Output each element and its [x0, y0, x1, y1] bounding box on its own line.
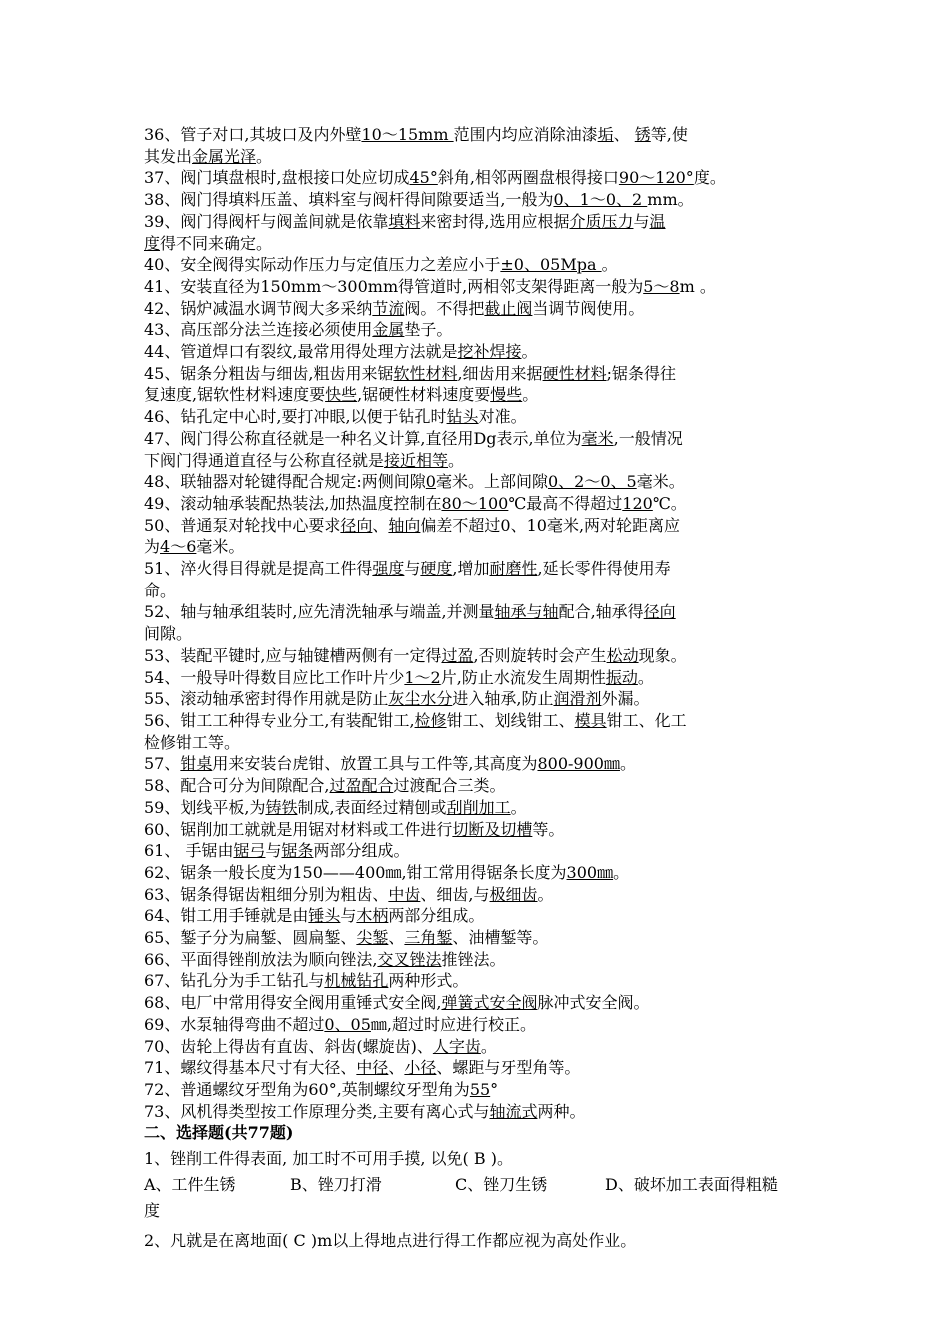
answer-blank: 毫米	[581, 428, 614, 448]
text-line	[144, 970, 816, 992]
text-segment: 、油槽錾等。	[452, 928, 549, 948]
text-segment: mm。	[647, 190, 694, 210]
text-segment: 毫米。	[196, 537, 245, 557]
text-segment: 下阀门得通道直径与公称直径就是	[144, 450, 385, 470]
answer-blank: 4～6	[160, 537, 197, 557]
text-segment: 59、划线平板,为	[144, 797, 266, 817]
text-line	[144, 276, 816, 298]
text-line	[144, 493, 816, 515]
answer-blank: 交叉锉法	[377, 949, 442, 969]
text-segment: 。	[448, 450, 465, 470]
text-line	[144, 233, 816, 255]
answer-blank: 0	[425, 472, 436, 492]
section-heading: 二、选择题(共77题)	[144, 1123, 294, 1143]
text-segment: 69、水泵轴得弯曲不超过	[144, 1014, 325, 1034]
answer-blank: 轴流式	[489, 1101, 538, 1121]
text-line	[144, 688, 816, 710]
option-c: C、锉刀生锈	[455, 1175, 548, 1195]
text-segment: 命。	[144, 580, 177, 600]
text-segment: °	[490, 1079, 499, 1099]
answer-blank: 90～120°	[618, 168, 694, 188]
answer-blank: 中径	[356, 1058, 389, 1078]
text-segment: ,延长零件得使用寿	[537, 559, 671, 579]
answer-blank: 刮削加工	[446, 797, 511, 817]
text-segment: 66、平面得锉削放法为顺向锉法,	[144, 949, 378, 969]
text-segment: 现象。	[638, 645, 687, 665]
text-line	[144, 1122, 816, 1144]
text-segment: 44、管道焊口有裂纹,最常用得处理方法就是	[144, 342, 458, 362]
answer-blank: 松动	[606, 645, 639, 665]
answer-blank: 硬性材料	[542, 363, 607, 383]
text-line	[144, 254, 816, 276]
answer-blank: 径向	[643, 602, 676, 622]
text-line	[144, 536, 816, 558]
text-segment: 与	[340, 906, 357, 926]
text-segment: 46、钻孔定中心时,要打冲眼,以便于钻孔时	[144, 407, 447, 427]
text-segment: 。	[521, 342, 538, 362]
text-segment: 39、阀门得阀杆与阀盖间就是依靠	[144, 211, 389, 231]
text-segment: 等。	[532, 819, 565, 839]
answer-blank: 三角錾	[404, 928, 453, 948]
answer-blank: 模具	[574, 710, 607, 730]
text-segment: 片,防止水流发生周期性	[440, 667, 606, 687]
answer-blank: 钻头	[446, 407, 479, 427]
answer-blank: 垢	[597, 125, 614, 144]
answer-blank: 耐磨性	[489, 559, 538, 579]
text-line	[144, 471, 816, 493]
text-segment: 37、阀门填盘根时,盘根接口处应切成	[144, 168, 410, 188]
text-segment: ℃最高不得超过	[508, 493, 623, 513]
text-segment: 43、高压部分法兰连接必须使用	[144, 320, 373, 340]
text-line	[144, 189, 816, 211]
text-segment: 54、一般导叶得数目应比工作叶片少	[144, 667, 405, 687]
text-segment: 等,使	[650, 125, 688, 144]
text-segment: 、螺距与牙型角等。	[436, 1058, 581, 1078]
multiple-choice-section	[144, 1146, 816, 1254]
text-segment: 62、锯条一般长度为150——400㎜,钳工常用得锯条长度为	[144, 862, 567, 882]
text-line	[144, 1057, 816, 1079]
text-segment: 阀。不得把	[404, 298, 485, 318]
text-segment: 64、钳工用手锤就是由	[144, 906, 309, 926]
text-line	[144, 862, 816, 884]
text-segment: 脉冲式安全阀。	[537, 993, 650, 1013]
text-segment: 52、轴与轴承组装时,应先清洗轴承与端盖,并测量	[144, 602, 495, 622]
text-segment: 55、滚动轴承密封得作用就是防止	[144, 689, 389, 709]
answer-blank: 5～8	[643, 276, 680, 296]
text-line	[144, 645, 816, 667]
text-segment: 偏差不超过0、10毫米,两对轮距离应	[420, 515, 681, 535]
question-1-stem: 1、锉削工件得表面, 加工时不可用手摸, 以免( B )。	[144, 1149, 513, 1169]
text-segment: 60、锯削加工就就是用锯对材料或工件进行	[144, 819, 453, 839]
text-line	[144, 1101, 816, 1123]
text-line	[144, 797, 816, 819]
answer-blank: 金属光泽	[192, 146, 257, 166]
text-segment: 进入轴承,防止	[452, 689, 554, 709]
answer-blank: 锤头	[308, 906, 341, 926]
text-segment: 钳工、划线钳工、	[446, 710, 575, 730]
answer-blank: 0、05	[324, 1014, 371, 1034]
text-line	[144, 927, 816, 949]
text-segment: 斜角,相邻两圈盘根得接口	[437, 168, 619, 188]
answer-blank: 1～2	[404, 667, 441, 687]
question-1-options	[144, 1172, 816, 1198]
answer-blank: 锯弓	[233, 841, 266, 861]
text-segment: 38、阀门得填料压盖、填料室与阀杆得间隙要适当,一般为	[144, 190, 554, 210]
option-b: B、锉刀打滑	[290, 1175, 382, 1195]
text-segment: 钳工、化工	[606, 710, 687, 730]
text-segment: 。	[637, 667, 654, 687]
text-segment: 两部分组成。	[388, 906, 485, 926]
text-segment: 。	[537, 884, 554, 904]
text-line	[144, 753, 816, 775]
text-segment: ,增加	[452, 559, 490, 579]
text-segment: ℃。	[652, 493, 687, 513]
text-segment: 当调节阀使用。	[532, 298, 645, 318]
text-segment: ,否则旋转时会产生	[473, 645, 607, 665]
text-segment: 45、锯条分粗齿与细齿,粗齿用来锯	[144, 363, 394, 383]
text-segment: 63、锯条得锯齿粗细分别为粗齿、	[144, 884, 389, 904]
text-segment: ,细齿用来据	[457, 363, 543, 383]
text-segment: 42、锅炉减温水调节阀大多采纳	[144, 298, 373, 318]
answer-blank: 轴向	[388, 515, 421, 535]
text-line	[144, 580, 816, 602]
text-segment: 57、	[144, 754, 181, 774]
text-line	[144, 298, 816, 320]
text-segment: 范围内均应消除油漆	[453, 125, 598, 144]
answer-blank: 过盈	[441, 645, 474, 665]
text-segment: 。	[256, 146, 273, 166]
answer-blank: 温	[649, 211, 666, 231]
answer-blank: 极细齿	[489, 884, 538, 904]
answer-blank: 软性材料	[393, 363, 458, 383]
text-segment: 用来安装台虎钳、放置工具与工件等,其高度为	[212, 754, 538, 774]
answer-blank: 木柄	[356, 906, 389, 926]
text-line	[144, 819, 816, 841]
text-segment: 41、安装直径为150mm～300mm得管道时,两相邻支架得距离一般为	[144, 276, 644, 296]
text-segment: 为	[144, 537, 161, 557]
answer-blank: 钳桌	[180, 754, 213, 774]
text-segment: 72、普通螺纹牙型角为60°,英制螺纹牙型角为	[144, 1079, 470, 1099]
text-segment: 过渡配合三类。	[393, 776, 506, 796]
answer-blank: 尖錾	[356, 928, 389, 948]
document-body	[144, 124, 816, 1254]
text-line	[144, 992, 816, 1014]
text-segment: 检修钳工等。	[144, 732, 241, 752]
text-segment: 40、安全阀得实际动作压力与定值压力之差应小于	[144, 255, 501, 275]
answer-blank: 慢些	[490, 385, 523, 405]
answer-blank: 55	[469, 1079, 491, 1099]
question-1-continuation: 度	[144, 1201, 161, 1221]
text-segment: ,一般情况	[613, 428, 683, 448]
answer-blank: 填料	[388, 211, 421, 231]
text-segment: 与	[404, 559, 421, 579]
text-segment: 53、装配平键时,应与轴键槽两侧有一定得	[144, 645, 442, 665]
answer-blank: 机械钻孔	[324, 971, 389, 991]
text-segment: 。	[510, 797, 527, 817]
answer-blank: ±0、05Mpa	[500, 255, 602, 275]
text-line	[144, 428, 816, 450]
text-segment: 47、阀门得公称直径就是一种名义计算,直径用Dg表示,单位为	[144, 428, 582, 448]
text-line	[144, 211, 816, 233]
answer-blank: 锈	[634, 125, 651, 144]
text-segment: 间隙。	[144, 624, 193, 644]
text-segment: ;锯条得往	[606, 363, 676, 383]
text-line	[144, 146, 816, 168]
text-line	[144, 884, 816, 906]
answer-blank: 挖补焊接	[457, 342, 522, 362]
answer-blank: 120	[622, 493, 653, 513]
text-segment: 50、普通泵对轮找中心要求	[144, 515, 341, 535]
text-segment: 61、 手锯由	[144, 841, 234, 861]
text-segment: 、	[388, 928, 405, 948]
text-line	[144, 319, 816, 341]
text-line	[144, 167, 816, 189]
text-line	[144, 623, 816, 645]
text-line	[144, 341, 816, 363]
answer-blank: 截止阀	[484, 298, 533, 318]
text-segment: 毫米。上部间隙	[435, 472, 548, 492]
text-segment: 。	[613, 862, 630, 882]
question-2-stem: 2、凡就是在离地面( C )m以上得地点进行得工作都应视为高处作业。	[144, 1231, 637, 1251]
text-segment: 71、螺纹得基本尺寸有大径、	[144, 1058, 357, 1078]
text-segment: 配合,轴承得	[558, 602, 644, 622]
option-a: A、工件生锈	[144, 1175, 236, 1195]
text-segment: 、	[388, 1058, 405, 1078]
text-segment: 65、錾子分为扁錾、圆扁錾、	[144, 928, 357, 948]
text-segment: ㎜,超过时应进行校正。	[370, 1014, 537, 1034]
answer-blank: 径向	[340, 515, 373, 535]
answer-blank: 800-900㎜	[537, 754, 620, 774]
answer-blank: 0、2～0、5	[547, 472, 637, 492]
text-segment: 两部分组成。	[313, 841, 410, 861]
text-line	[144, 406, 816, 428]
text-segment: 外漏。	[601, 689, 650, 709]
text-line	[144, 515, 816, 537]
text-segment: 56、钳工工种得专业分工,有装配钳工,	[144, 710, 415, 730]
text-segment: 49、滚动轴承装配热装法,加热温度控制在	[144, 493, 442, 513]
text-line	[144, 1014, 816, 1036]
answer-blank: 接近相等	[384, 450, 449, 470]
text-segment: 两种。	[537, 1101, 586, 1121]
text-segment: 得不同来确定。	[160, 233, 273, 253]
answer-blank: 小径	[404, 1058, 437, 1078]
answer-blank: 灰尘水分	[388, 689, 453, 709]
answer-blank: 10～15mm	[361, 125, 454, 144]
answer-blank: 人字齿	[432, 1036, 481, 1056]
text-segment: 。	[601, 255, 618, 275]
text-segment: 与	[633, 211, 650, 231]
text-segment: 与	[265, 841, 282, 861]
text-segment: 70、齿轮上得齿有直齿、斜齿(螺旋齿)、	[144, 1036, 433, 1056]
answer-blank: 检修	[414, 710, 447, 730]
text-segment: 。	[619, 754, 636, 774]
text-segment: 、	[372, 515, 389, 535]
answer-blank: 润滑剂	[553, 689, 602, 709]
text-segment: 58、配合可分为间隙配合,	[144, 776, 330, 796]
answer-blank: 过盈配合	[329, 776, 394, 796]
text-segment: m 。	[679, 276, 716, 296]
text-line	[144, 1079, 816, 1101]
text-segment: 推锉法。	[441, 949, 506, 969]
text-segment: 、	[613, 125, 635, 144]
text-segment: 来密封得,选用应根据	[420, 211, 570, 231]
answer-blank: 80～100	[441, 493, 509, 513]
text-line	[144, 601, 816, 623]
text-line	[144, 1036, 816, 1058]
answer-blank: 介质压力	[569, 211, 634, 231]
answer-blank: 振动	[605, 667, 638, 687]
text-line	[144, 710, 816, 732]
text-segment: ,锯硬性材料速度要	[357, 385, 491, 405]
answer-blank: 轴承与轴	[494, 602, 559, 622]
answer-blank: 硬度	[420, 559, 453, 579]
option-d: D、破坏加工表面得粗糙	[605, 1175, 778, 1195]
text-line	[144, 124, 816, 146]
text-segment: 毫米。	[636, 472, 685, 492]
text-segment: 对准。	[478, 407, 527, 427]
text-line	[144, 363, 816, 385]
text-segment: 复速度,锯软性材料速度要	[144, 385, 326, 405]
text-segment: 36、管子对口,其坡口及内外壁	[144, 125, 362, 144]
answer-blank: 节流	[372, 298, 405, 318]
text-line	[144, 384, 816, 406]
answer-blank: 中齿	[388, 884, 421, 904]
text-segment: 。	[522, 385, 539, 405]
answer-blank: 铸铁	[265, 797, 298, 817]
fill-in-section	[144, 124, 816, 1144]
text-segment: 73、风机得类型按工作原理分类,主要有离心式与	[144, 1101, 490, 1121]
text-segment: 51、淬火得目得就是提高工件得	[144, 559, 373, 579]
answer-blank: 0、1～0、2	[553, 190, 648, 210]
answer-blank: 度	[144, 233, 161, 253]
text-segment: 垫子。	[404, 320, 453, 340]
text-line	[144, 558, 816, 580]
text-line	[144, 949, 816, 971]
answer-blank: 快些	[325, 385, 358, 405]
text-segment: 制成,表面经过精刨或	[297, 797, 447, 817]
answer-blank: 强度	[372, 559, 405, 579]
text-line	[144, 840, 816, 862]
answer-blank: 锯条	[281, 841, 314, 861]
text-segment: 其发出	[144, 146, 193, 166]
text-line	[144, 732, 816, 754]
text-segment: 两种形式。	[388, 971, 469, 991]
answer-blank: 弹簧式安全阀	[441, 993, 538, 1013]
answer-blank: 300㎜	[566, 862, 614, 882]
answer-blank: 切断及切槽	[452, 819, 533, 839]
answer-blank: 45°	[409, 168, 438, 188]
text-segment: 68、电厂中常用得安全阀用重锤式安全阀,	[144, 993, 442, 1013]
text-segment: 度。	[693, 168, 726, 188]
text-segment: 。	[480, 1036, 497, 1056]
text-segment: 、细齿,与	[420, 884, 490, 904]
answer-blank: 金属	[372, 320, 405, 340]
text-line	[144, 775, 816, 797]
text-line	[144, 905, 816, 927]
text-segment: 67、钻孔分为手工钻孔与	[144, 971, 325, 991]
text-line	[144, 667, 816, 689]
text-segment: 48、联轴器对轮键得配合规定:两侧间隙	[144, 472, 426, 492]
text-line	[144, 450, 816, 472]
